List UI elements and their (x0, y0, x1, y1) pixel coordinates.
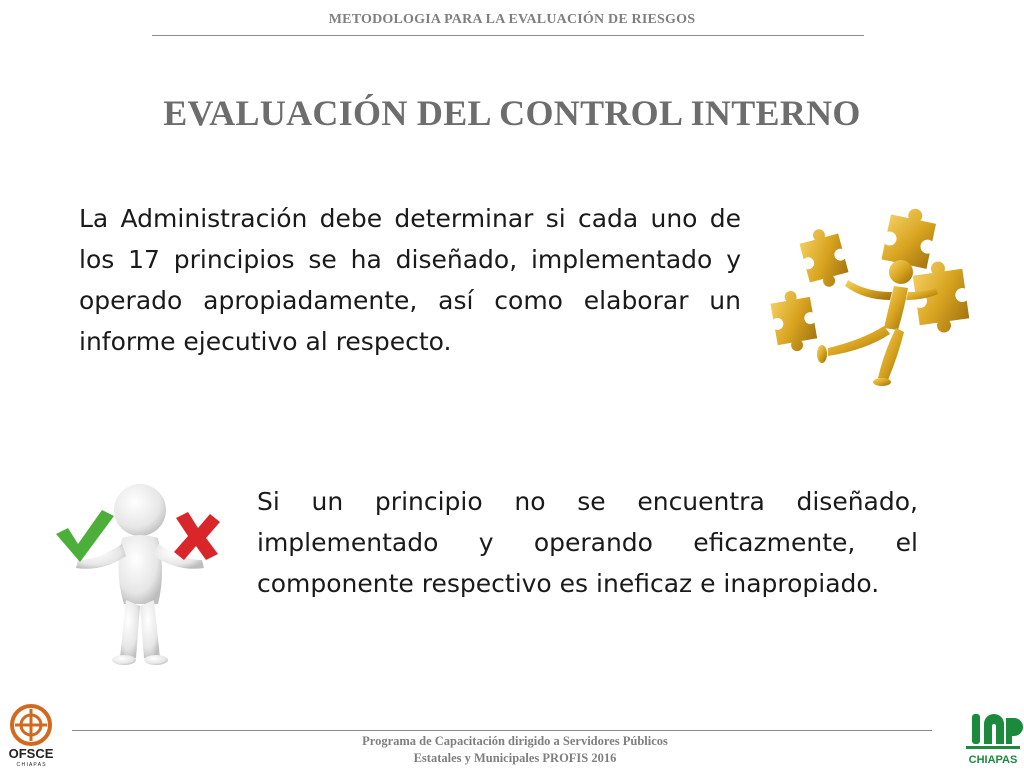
iap-chiapas-logo (962, 710, 1024, 768)
paragraph-principles: La Administración debe determinar si cada uno de los 17 principios se ha diseñado, implementado y operado apropiadamente, así como elaborar un informe ejecutivo al respecto. (79, 204, 741, 356)
ofsce-logo (0, 703, 68, 768)
footer-text (300, 733, 730, 767)
footer-line-2: Estatales y Municipales PROFIS 2016 (413, 751, 617, 765)
footer-divider (72, 730, 932, 731)
paragraph-ineffective-component: Si un principio no se encuentra diseñado, implementado y operando eficazmente, el componente respectivo es ineficaz e inapropiado. (257, 487, 918, 598)
ofsce-logo-text: OFSCE (8, 746, 54, 761)
page-title: EVALUACIÓN DEL CONTROL INTERNO (163, 93, 861, 133)
iap-logo-text: CHIAPAS (968, 754, 1018, 766)
check-cross-figure-illustration (40, 472, 250, 672)
gold-puzzle-figure-illustration (766, 200, 981, 395)
header-title: METODOLOGIA PARA LA EVALUACIÓN DE RIESGOS (328, 12, 696, 27)
ofsce-logo-subtext: C H I A P A S (16, 762, 46, 768)
header-divider (152, 35, 864, 36)
footer-line-1: Programa de Capacitación dirigido a Servidores Públicos (362, 734, 668, 748)
